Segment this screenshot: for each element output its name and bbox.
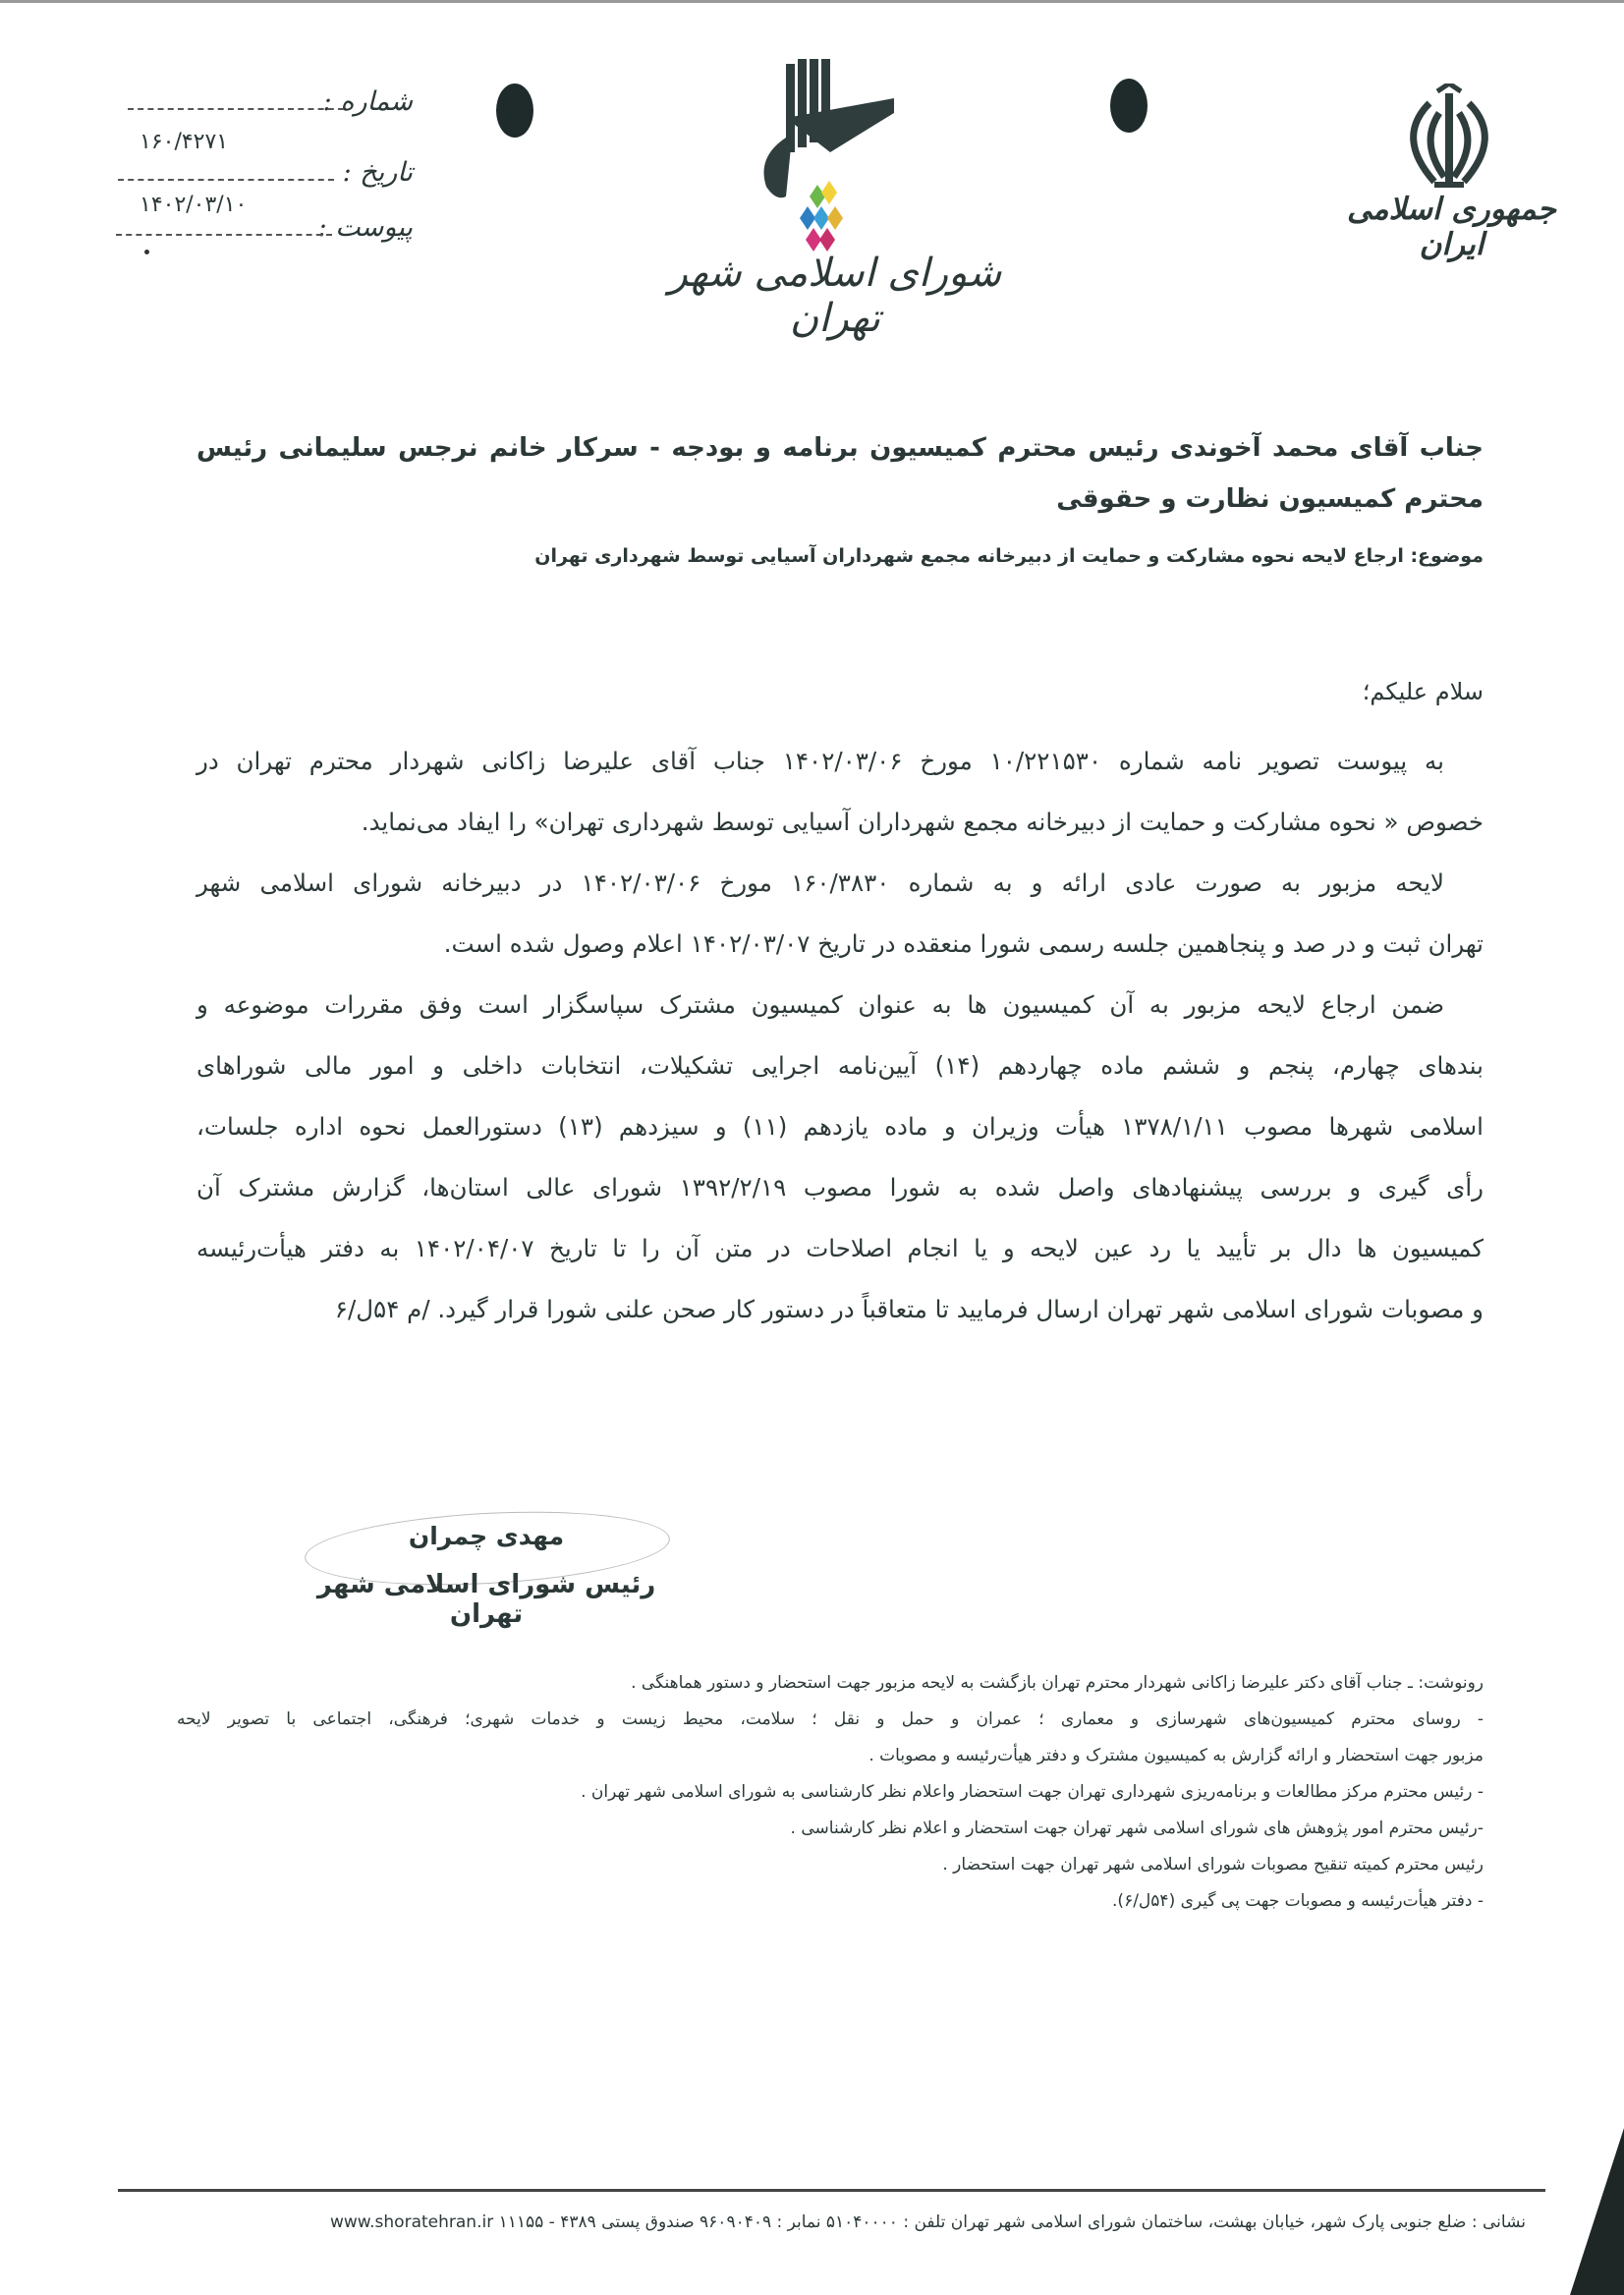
dot-mark	[144, 250, 149, 254]
body-line: تهران ثبت و در صد و پنجاهمین جلسه رسمی شورا منعقده در تاریخ ۱۴۰۲/۰۳/۰۷ اعلام وصول شده است.	[443, 929, 1484, 958]
cc-item: - روسای محترم کمیسیون‌های شهرسازی و معماری ؛ عمران و حمل و نقل ؛ سلامت، محیط زیست و خدمات شهری؛ فرهنگی، اجتماعی با تصویر لایحه	[177, 1709, 1484, 1729]
letter-body	[196, 739, 1484, 1348]
body-line: ضمن ارجاع لایحه مزبور به آن کمیسیون ها به عنوان کمیسیون مشترک سپاسگزار است وفق مقررات موضوعه و	[196, 990, 1444, 1019]
body-line: کمیسیون ها دال بر تأیید یا رد عین لایحه و یا انجام اصلاحات در متن آن را تا تاریخ ۱۴۰۲/۰۴/۰۷ به دفتر هیأت‌رئیسه	[196, 1234, 1484, 1262]
scan-edge	[0, 0, 1624, 3]
letter-number-field	[98, 86, 413, 154]
signatory-title: رئیس شورای اسلامی شهر تهران	[316, 1570, 656, 1629]
cc-item: مزبور جهت استحضار و ارائه گزارش به کمیسیون مشترک و دفتر هیأت‌رئیسه و مصوبات .	[868, 1746, 1484, 1765]
dotted-line	[128, 108, 344, 110]
body-line: خصوص « نحوه مشارکت و حمایت از دبیرخانه مجمع شهرداران آسیایی توسط شهرداری تهران» را ایفاد می‌نماید.	[361, 808, 1484, 836]
letter-date-label: تاریخ :	[342, 157, 413, 188]
body-line: رأی گیری و بررسی پیشنهادهای واصل شده به شورا مصوب ۱۳۹۲/۲/۱۹ شورای عالی استان‌ها، گزارش مشترک آن	[196, 1173, 1484, 1202]
body-line: اسلامی شهرها مصوب ۱۳۷۸/۱/۱۱ هیأت وزیران و ماده یازدهم (۱۱) و سیزدهم (۱۳) دستورالعمل نحوه اداره جلسات،	[196, 1112, 1484, 1141]
signature-block	[290, 1508, 683, 1629]
dotted-line	[118, 179, 334, 181]
attachment-field	[98, 212, 413, 252]
letter-date-field	[98, 157, 413, 217]
subject-line: موضوع: ارجاع لایحه نحوه مشارکت و حمایت از دبیرخانه مجمع شهرداران آسیایی توسط شهرداری تهران	[534, 545, 1484, 567]
body-line: به پیوست تصویر نامه شماره ۱۰/۲۲۱۵۳۰ مورخ ۱۴۰۲/۰۳/۰۶ جناب آقای علیرضا زاکانی شهردار محترم تهران در	[196, 747, 1444, 775]
cc-item: - رئیس محترم مرکز مطالعات و برنامه‌ریزی شهرداری تهران جهت استحضار واعلام نظر کارشناسی به شورای اسلامی شهر تهران .	[581, 1782, 1484, 1802]
council-logo-icon	[747, 59, 924, 255]
scan-corner-shadow	[1570, 2128, 1624, 2295]
punch-hole-mark	[1110, 79, 1148, 133]
body-line: لایحه مزبور به صورت عادی ارائه و به شماره ۱۶۰/۳۸۳۰ مورخ ۱۴۰۲/۰۳/۰۶ در دبیرخانه شورای اسلامی شهر	[196, 868, 1444, 897]
council-logo-text: شورای اسلامی شهر تهران	[668, 251, 1002, 341]
iran-emblem-icon	[1390, 84, 1508, 201]
iran-emblem-text: جمهوری اسلامی ایران	[1347, 192, 1556, 262]
cc-item: - دفتر هیأت‌رئیسه و مصوبات جهت پی گیری (۵۴ل/۶).	[1112, 1891, 1484, 1911]
body-line: بندهای چهارم، پنجم و ششم ماده چهاردهم (۱۴) آیین‌نامه اجرایی تشکیلات، انتخابات داخلی و امور مالی شوراهای	[196, 1051, 1484, 1080]
cc-item: رئیس محترم کمیته تنقیح مصوبات شورای اسلامی شهر تهران جهت استحضار .	[942, 1855, 1484, 1875]
letter-date-value: ۱۴۰۲/۰۳/۱۰	[140, 193, 248, 217]
signatory-name: مهدی چمران	[408, 1522, 565, 1550]
letter-number-label: شماره :	[322, 86, 413, 117]
footer-divider	[118, 2189, 1545, 2192]
footer-address: نشانی : ضلع جنوبی پارک شهر، خیابان بهشت، ساختمان شورای اسلامی شهر تهران تلفن : ۵۱۰۴۰۰۰۰ نمابر : ۹۶۰۹۰۴۰۹ صندوق پستی ۴۳۸۹ - ۱۱۱۵۵ www.shoratehran.ir	[330, 2212, 1526, 2232]
attachment-label: پیوست :	[317, 212, 413, 243]
letter-number-value: ۱۶۰/۴۲۷۱	[140, 130, 229, 154]
greeting: سلام علیکم؛	[1362, 678, 1484, 705]
dotted-line	[116, 234, 332, 236]
body-line: و مصوبات شورای اسلامی شهر تهران ارسال فرمایید تا متعاقباً در دستور کار صحن علنی شورا قرار گیرد. /م ۵۴ل/۶	[334, 1295, 1484, 1323]
punch-hole-mark	[496, 84, 533, 138]
addressee: جناب آقای محمد آخوندی رئیس محترم کمیسیون برنامه و بودجه - سرکار خانم نرجس سلیمانی رئیس محترم کمیسیون نظارت و حقوقی	[196, 433, 1484, 514]
cc-item: -رئیس محترم امور پژوهش های شورای اسلامی شهر تهران جهت استحضار و اعلام نظر کارشناسی .	[790, 1819, 1484, 1838]
cc-list	[177, 1668, 1484, 1923]
cc-item: رونوشت: ـ جناب آقای دکتر علیرضا زاکانی شهردار محترم تهران بازگشت به لایحه مزبور جهت استحضار و دستور هماهنگی .	[631, 1673, 1484, 1693]
